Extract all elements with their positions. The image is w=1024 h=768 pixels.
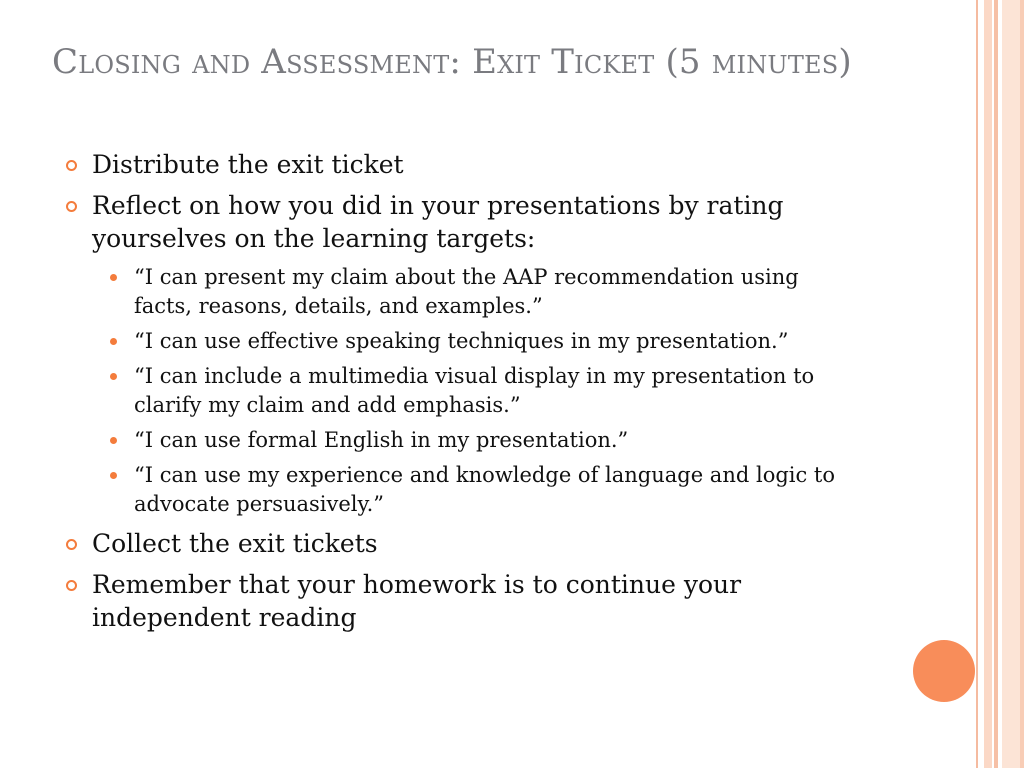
bullet-item [62,189,862,519]
decorative-stripe [994,0,998,768]
sub-bullet-item [92,327,862,356]
ring-bullet-icon [66,201,77,212]
decorative-stripe [1002,0,1020,768]
bullet-item [62,148,862,181]
sub-bullet-item [92,426,862,455]
bullet-text: Remember that your homework is to continue your independent reading [92,570,742,632]
dot-bullet-icon [110,437,117,444]
slide-content [62,148,862,642]
dot-bullet-icon [110,472,117,479]
bullet-text: Collect the exit tickets [92,529,378,558]
ring-bullet-icon [66,539,77,550]
dot-bullet-icon [110,373,117,380]
bullet-text: Reflect on how you did in your presentations by rating yourselves on the learning targets: [92,191,784,253]
decorative-stripe [984,0,992,768]
bullet-item [62,568,862,634]
slide-title: Closing and Assessment: Exit Ticket (5 minutes) [52,42,852,82]
sub-bullet-text: “I can use effective speaking techniques in my presentation.” [134,329,789,353]
decorative-stripe [976,0,978,768]
sub-bullet-text: “I can use formal English in my presentation.” [134,428,629,452]
sub-bullet-text: “I can include a multimedia visual display in my presentation to clarify my claim and add emphasis.” [134,364,815,417]
bullet-text: Distribute the exit ticket [92,150,404,179]
accent-circle-icon [913,640,975,702]
sub-bullet-item [92,362,862,420]
sub-bullet-text: “I can use my experience and knowledge of language and logic to advocate persuasively.” [134,463,836,516]
dot-bullet-icon [110,338,117,345]
ring-bullet-icon [66,160,77,171]
sub-bullet-item [92,263,862,321]
bullet-list [62,148,862,634]
sub-bullet-item [92,461,862,519]
sub-bullet-text: “I can present my claim about the AAP recommendation using facts, reasons, details, and examples.” [134,265,799,318]
ring-bullet-icon [66,580,77,591]
dot-bullet-icon [110,274,117,281]
bullet-item [62,527,862,560]
decorative-stripe [1020,0,1024,768]
sub-bullet-list [92,263,862,519]
